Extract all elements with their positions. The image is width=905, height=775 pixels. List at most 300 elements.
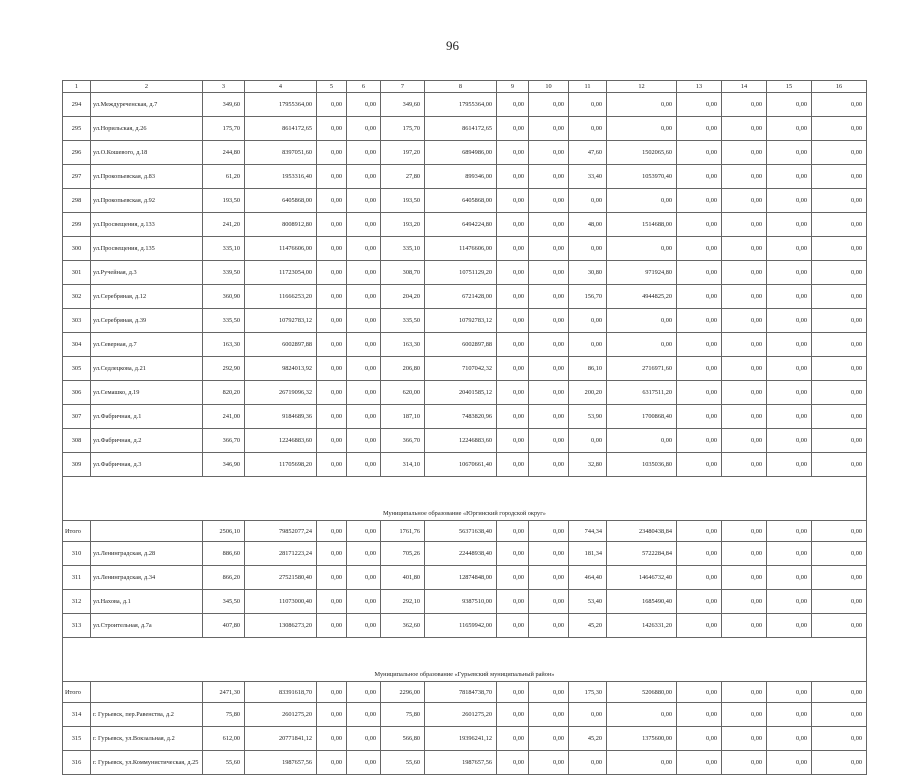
table-row: [63, 237, 867, 261]
value-cell: 0,00: [722, 614, 767, 638]
value-cell: 0,00: [569, 237, 607, 261]
value-cell: 47,60: [569, 141, 607, 165]
value-cell: 0,00: [497, 381, 529, 405]
value-cell: 0,00: [529, 727, 569, 751]
value-cell: 0,00: [347, 682, 381, 703]
value-cell: 20771841,12: [245, 727, 317, 751]
value-cell: 0,00: [812, 309, 867, 333]
value-cell: 13086273,20: [245, 614, 317, 638]
value-cell: 0,00: [607, 93, 677, 117]
address-cell: ул.О.Кошевого, д.18: [91, 141, 203, 165]
value-cell: 0,00: [317, 614, 347, 638]
row-number: 305: [63, 357, 91, 381]
value-cell: 0,00: [677, 521, 722, 542]
column-number: 13: [677, 81, 722, 93]
value-cell: 0,00: [812, 453, 867, 477]
value-cell: 0,00: [347, 285, 381, 309]
value-cell: 0,00: [812, 285, 867, 309]
value-cell: 0,00: [677, 751, 722, 775]
value-cell: 0,00: [569, 309, 607, 333]
value-cell: 0,00: [677, 405, 722, 429]
address-cell: ул.Серебряная, д.12: [91, 285, 203, 309]
value-cell: 0,00: [317, 727, 347, 751]
value-cell: 612,00: [203, 727, 245, 751]
address-cell: ул.Северная, д.7: [91, 333, 203, 357]
value-cell: 22448938,40: [425, 542, 497, 566]
value-cell: 9824013,92: [245, 357, 317, 381]
value-cell: 11659942,00: [425, 614, 497, 638]
value-cell: 0,00: [607, 189, 677, 213]
table-row: [63, 429, 867, 453]
row-number: 310: [63, 542, 91, 566]
row-number: 299: [63, 213, 91, 237]
value-cell: 0,00: [677, 453, 722, 477]
value-cell: 11476606,00: [245, 237, 317, 261]
address-cell: ул.Просвещения, д.133: [91, 213, 203, 237]
value-cell: 0,00: [812, 542, 867, 566]
row-number: 315: [63, 727, 91, 751]
value-cell: 0,00: [347, 703, 381, 727]
value-cell: 10792783,12: [245, 309, 317, 333]
table-row: [63, 566, 867, 590]
value-cell: 0,00: [767, 117, 812, 141]
value-cell: 27521580,40: [245, 566, 317, 590]
value-cell: 0,00: [347, 333, 381, 357]
value-cell: 5722284,84: [607, 542, 677, 566]
value-cell: 0,00: [767, 357, 812, 381]
value-cell: 0,00: [767, 333, 812, 357]
value-cell: 0,00: [497, 703, 529, 727]
value-cell: 0,00: [317, 141, 347, 165]
value-cell: 0,00: [767, 237, 812, 261]
value-cell: 163,30: [203, 333, 245, 357]
value-cell: 308,70: [381, 261, 425, 285]
value-cell: 0,00: [317, 213, 347, 237]
value-cell: 0,00: [767, 93, 812, 117]
row-number: 313: [63, 614, 91, 638]
value-cell: 181,34: [569, 542, 607, 566]
row-number: 303: [63, 309, 91, 333]
value-cell: 0,00: [317, 453, 347, 477]
value-cell: 0,00: [529, 165, 569, 189]
value-cell: 193,20: [381, 213, 425, 237]
value-cell: 0,00: [529, 333, 569, 357]
value-cell: 1426331,20: [607, 614, 677, 638]
value-cell: 0,00: [347, 165, 381, 189]
value-cell: 206,80: [381, 357, 425, 381]
value-cell: 0,00: [529, 93, 569, 117]
value-cell: 0,00: [722, 727, 767, 751]
value-cell: 244,80: [203, 141, 245, 165]
value-cell: 1514688,00: [607, 213, 677, 237]
value-cell: 175,70: [203, 117, 245, 141]
value-cell: 7107042,32: [425, 357, 497, 381]
value-cell: 339,50: [203, 261, 245, 285]
value-cell: 0,00: [347, 405, 381, 429]
value-cell: 2296,00: [381, 682, 425, 703]
address-cell: ул.Фабричная, д.1: [91, 405, 203, 429]
value-cell: 820,20: [203, 381, 245, 405]
row-number: 306: [63, 381, 91, 405]
page-number: 96: [446, 38, 459, 53]
value-cell: 620,00: [381, 381, 425, 405]
value-cell: 2601275,20: [245, 703, 317, 727]
value-cell: 0,00: [767, 141, 812, 165]
value-cell: 349,60: [203, 93, 245, 117]
value-cell: 0,00: [497, 189, 529, 213]
value-cell: 0,00: [317, 542, 347, 566]
value-cell: 0,00: [677, 566, 722, 590]
value-cell: 0,00: [497, 213, 529, 237]
value-cell: 0,00: [347, 141, 381, 165]
value-cell: 0,00: [529, 261, 569, 285]
value-cell: 0,00: [497, 751, 529, 775]
value-cell: 0,00: [767, 590, 812, 614]
value-cell: 2506,10: [203, 521, 245, 542]
row-number: 295: [63, 117, 91, 141]
total-row: [63, 682, 867, 703]
value-cell: 0,00: [722, 682, 767, 703]
value-cell: 11705698,20: [245, 453, 317, 477]
value-cell: 0,00: [317, 682, 347, 703]
value-cell: 241,00: [203, 405, 245, 429]
value-cell: 0,00: [812, 93, 867, 117]
value-cell: 0,00: [317, 381, 347, 405]
value-cell: 0,00: [722, 453, 767, 477]
value-cell: 33,40: [569, 165, 607, 189]
value-cell: 0,00: [812, 429, 867, 453]
value-cell: 193,50: [381, 189, 425, 213]
value-cell: 5206880,00: [607, 682, 677, 703]
row-number: 296: [63, 141, 91, 165]
column-number: 16: [812, 81, 867, 93]
value-cell: 0,00: [812, 682, 867, 703]
value-cell: 0,00: [812, 521, 867, 542]
value-cell: 0,00: [317, 429, 347, 453]
value-cell: 1761,76: [381, 521, 425, 542]
value-cell: 0,00: [347, 590, 381, 614]
value-cell: 1502065,60: [607, 141, 677, 165]
value-cell: 6405868,00: [425, 189, 497, 213]
value-cell: 0,00: [767, 213, 812, 237]
value-cell: 11666253,20: [245, 285, 317, 309]
table-row: [63, 333, 867, 357]
value-cell: 899346,00: [425, 165, 497, 189]
value-cell: 78184738,70: [425, 682, 497, 703]
value-cell: 48,00: [569, 213, 607, 237]
value-cell: 26719096,32: [245, 381, 317, 405]
value-cell: 28171223,24: [245, 542, 317, 566]
table-row: [63, 93, 867, 117]
table-row: [63, 189, 867, 213]
table-row: [63, 261, 867, 285]
table-row: [63, 727, 867, 751]
value-cell: 0,00: [569, 189, 607, 213]
value-cell: 0,00: [497, 590, 529, 614]
value-cell: 241,20: [203, 213, 245, 237]
value-cell: 0,00: [529, 703, 569, 727]
value-cell: 0,00: [317, 237, 347, 261]
value-cell: 0,00: [529, 542, 569, 566]
value-cell: 0,00: [317, 117, 347, 141]
table-row: [63, 117, 867, 141]
value-cell: 292,10: [381, 590, 425, 614]
address-cell: ул.Седлецкова, д.21: [91, 357, 203, 381]
value-cell: 0,00: [569, 703, 607, 727]
value-cell: 0,00: [529, 751, 569, 775]
address-cell: ул.Фабричная, д.2: [91, 429, 203, 453]
value-cell: 464,40: [569, 566, 607, 590]
value-cell: 17955364,00: [245, 93, 317, 117]
section-title: Муниципальное образование «Гурьевский муниципальный район»: [63, 638, 867, 682]
value-cell: 0,00: [497, 357, 529, 381]
value-cell: 53,90: [569, 405, 607, 429]
value-cell: 0,00: [722, 189, 767, 213]
value-cell: 1987657,56: [425, 751, 497, 775]
column-number: 5: [317, 81, 347, 93]
value-cell: 0,00: [677, 590, 722, 614]
value-cell: 407,80: [203, 614, 245, 638]
address-cell: [91, 521, 203, 542]
value-cell: 0,00: [529, 357, 569, 381]
value-cell: 0,00: [529, 309, 569, 333]
value-cell: 0,00: [347, 93, 381, 117]
value-cell: 0,00: [497, 405, 529, 429]
table-row: [63, 309, 867, 333]
value-cell: 0,00: [767, 703, 812, 727]
value-cell: 1035036,80: [607, 453, 677, 477]
value-cell: 0,00: [529, 141, 569, 165]
address-cell: ул.Серебряная, д.39: [91, 309, 203, 333]
value-cell: 0,00: [677, 727, 722, 751]
value-cell: 360,90: [203, 285, 245, 309]
column-number-row: [63, 81, 867, 93]
value-cell: 0,00: [722, 285, 767, 309]
value-cell: 0,00: [722, 590, 767, 614]
value-cell: 0,00: [722, 751, 767, 775]
value-cell: 2601275,20: [425, 703, 497, 727]
value-cell: 0,00: [767, 614, 812, 638]
value-cell: 0,00: [347, 357, 381, 381]
column-number: 8: [425, 81, 497, 93]
column-number: 12: [607, 81, 677, 93]
value-cell: 0,00: [722, 357, 767, 381]
address-cell: г. Гурьевск, пер.Равенства, д.2: [91, 703, 203, 727]
column-number: 7: [381, 81, 425, 93]
value-cell: 0,00: [812, 405, 867, 429]
value-cell: 75,80: [381, 703, 425, 727]
value-cell: 79852077,24: [245, 521, 317, 542]
address-cell: ул.Междуреченская, д.7: [91, 93, 203, 117]
value-cell: 0,00: [347, 727, 381, 751]
value-cell: 0,00: [317, 333, 347, 357]
value-cell: 10751129,20: [425, 261, 497, 285]
value-cell: 6002897,88: [245, 333, 317, 357]
column-number: 4: [245, 81, 317, 93]
value-cell: 0,00: [317, 590, 347, 614]
value-cell: 0,00: [347, 521, 381, 542]
value-cell: 0,00: [812, 566, 867, 590]
value-cell: 0,00: [767, 285, 812, 309]
value-cell: 175,70: [381, 117, 425, 141]
value-cell: 0,00: [677, 703, 722, 727]
address-cell: ул.Прокопьевская, д.83: [91, 165, 203, 189]
value-cell: 0,00: [607, 751, 677, 775]
value-cell: 0,00: [569, 751, 607, 775]
value-cell: 27,80: [381, 165, 425, 189]
value-cell: 0,00: [529, 189, 569, 213]
value-cell: 0,00: [347, 213, 381, 237]
total-label: Итого: [63, 521, 91, 542]
value-cell: 0,00: [497, 93, 529, 117]
value-cell: 971924,80: [607, 261, 677, 285]
value-cell: 53,40: [569, 590, 607, 614]
value-cell: 335,50: [203, 309, 245, 333]
value-cell: 0,00: [677, 213, 722, 237]
value-cell: 0,00: [347, 542, 381, 566]
value-cell: 0,00: [497, 117, 529, 141]
value-cell: 0,00: [317, 93, 347, 117]
table-row: [63, 165, 867, 189]
value-cell: 0,00: [677, 141, 722, 165]
column-number: 2: [91, 81, 203, 93]
value-cell: 19396241,12: [425, 727, 497, 751]
value-cell: 0,00: [767, 261, 812, 285]
value-cell: 0,00: [497, 614, 529, 638]
value-cell: 0,00: [497, 309, 529, 333]
column-number: 9: [497, 81, 529, 93]
value-cell: 0,00: [317, 405, 347, 429]
value-cell: 10670661,40: [425, 453, 497, 477]
column-number: 10: [529, 81, 569, 93]
value-cell: 0,00: [722, 93, 767, 117]
value-cell: 0,00: [722, 117, 767, 141]
value-cell: 0,00: [677, 614, 722, 638]
value-cell: 20401585,12: [425, 381, 497, 405]
value-cell: 0,00: [347, 566, 381, 590]
section-header-row: [63, 638, 867, 682]
value-cell: 0,00: [317, 566, 347, 590]
table-row: [63, 285, 867, 309]
value-cell: 0,00: [529, 285, 569, 309]
value-cell: 0,00: [812, 213, 867, 237]
value-cell: 0,00: [607, 309, 677, 333]
value-cell: 0,00: [529, 117, 569, 141]
value-cell: 0,00: [722, 542, 767, 566]
address-cell: ул.Фабричная, д.3: [91, 453, 203, 477]
section-header-row: [63, 477, 867, 521]
value-cell: 0,00: [497, 566, 529, 590]
value-cell: 0,00: [767, 682, 812, 703]
value-cell: 0,00: [317, 165, 347, 189]
row-number: 312: [63, 590, 91, 614]
value-cell: 0,00: [607, 429, 677, 453]
value-cell: 17955364,00: [425, 93, 497, 117]
value-cell: 0,00: [317, 285, 347, 309]
value-cell: 45,20: [569, 727, 607, 751]
value-cell: 75,80: [203, 703, 245, 727]
value-cell: 0,00: [677, 542, 722, 566]
value-cell: 4944825,20: [607, 285, 677, 309]
value-cell: 0,00: [529, 521, 569, 542]
value-cell: 0,00: [347, 237, 381, 261]
value-cell: 0,00: [677, 682, 722, 703]
value-cell: 0,00: [677, 261, 722, 285]
value-cell: 0,00: [347, 453, 381, 477]
value-cell: 0,00: [767, 165, 812, 189]
value-cell: 0,00: [347, 189, 381, 213]
value-cell: 55,60: [381, 751, 425, 775]
value-cell: 8614172,65: [245, 117, 317, 141]
value-cell: 0,00: [812, 357, 867, 381]
value-cell: 0,00: [767, 542, 812, 566]
value-cell: 0,00: [767, 309, 812, 333]
value-cell: 0,00: [677, 93, 722, 117]
value-cell: 0,00: [569, 117, 607, 141]
value-cell: 11476606,00: [425, 237, 497, 261]
value-cell: 0,00: [497, 261, 529, 285]
value-cell: 0,00: [529, 590, 569, 614]
value-cell: 0,00: [497, 682, 529, 703]
value-cell: 0,00: [767, 521, 812, 542]
value-cell: 0,00: [529, 405, 569, 429]
value-cell: 1685490,40: [607, 590, 677, 614]
value-cell: 335,50: [381, 309, 425, 333]
address-cell: ул.Строительная, д.7а: [91, 614, 203, 638]
row-number: 297: [63, 165, 91, 189]
table-row: [63, 453, 867, 477]
value-cell: 0,00: [767, 566, 812, 590]
value-cell: 163,30: [381, 333, 425, 357]
value-cell: 0,00: [812, 727, 867, 751]
value-cell: 175,30: [569, 682, 607, 703]
value-cell: 335,10: [203, 237, 245, 261]
value-cell: 23480438,84: [607, 521, 677, 542]
value-cell: 0,00: [722, 213, 767, 237]
address-cell: ул.Норильская, д.26: [91, 117, 203, 141]
value-cell: 0,00: [569, 93, 607, 117]
value-cell: 0,00: [497, 333, 529, 357]
row-number: 294: [63, 93, 91, 117]
value-cell: 0,00: [677, 333, 722, 357]
value-cell: 11073000,40: [245, 590, 317, 614]
value-cell: 0,00: [497, 165, 529, 189]
row-number: 301: [63, 261, 91, 285]
table-row: [63, 614, 867, 638]
value-cell: 45,20: [569, 614, 607, 638]
value-cell: 0,00: [317, 309, 347, 333]
value-cell: 0,00: [722, 141, 767, 165]
total-row: [63, 521, 867, 542]
address-cell: ул.Ленинградская, д.34: [91, 566, 203, 590]
value-cell: 366,70: [381, 429, 425, 453]
value-cell: 0,00: [347, 429, 381, 453]
value-cell: 401,80: [381, 566, 425, 590]
table-row: [63, 141, 867, 165]
value-cell: 0,00: [812, 141, 867, 165]
value-cell: 0,00: [317, 751, 347, 775]
value-cell: 6317511,20: [607, 381, 677, 405]
total-label: Итого: [63, 682, 91, 703]
value-cell: 56371638,40: [425, 521, 497, 542]
value-cell: 0,00: [347, 381, 381, 405]
address-cell: ул.Прокопьевская, д.92: [91, 189, 203, 213]
value-cell: 0,00: [767, 727, 812, 751]
value-cell: 335,10: [381, 237, 425, 261]
address-cell: г. Гурьевск, ул.Вокзальная, д.2: [91, 727, 203, 751]
value-cell: 0,00: [677, 189, 722, 213]
section-title: Муниципальное образование «Юргинский городской округ»: [63, 477, 867, 521]
